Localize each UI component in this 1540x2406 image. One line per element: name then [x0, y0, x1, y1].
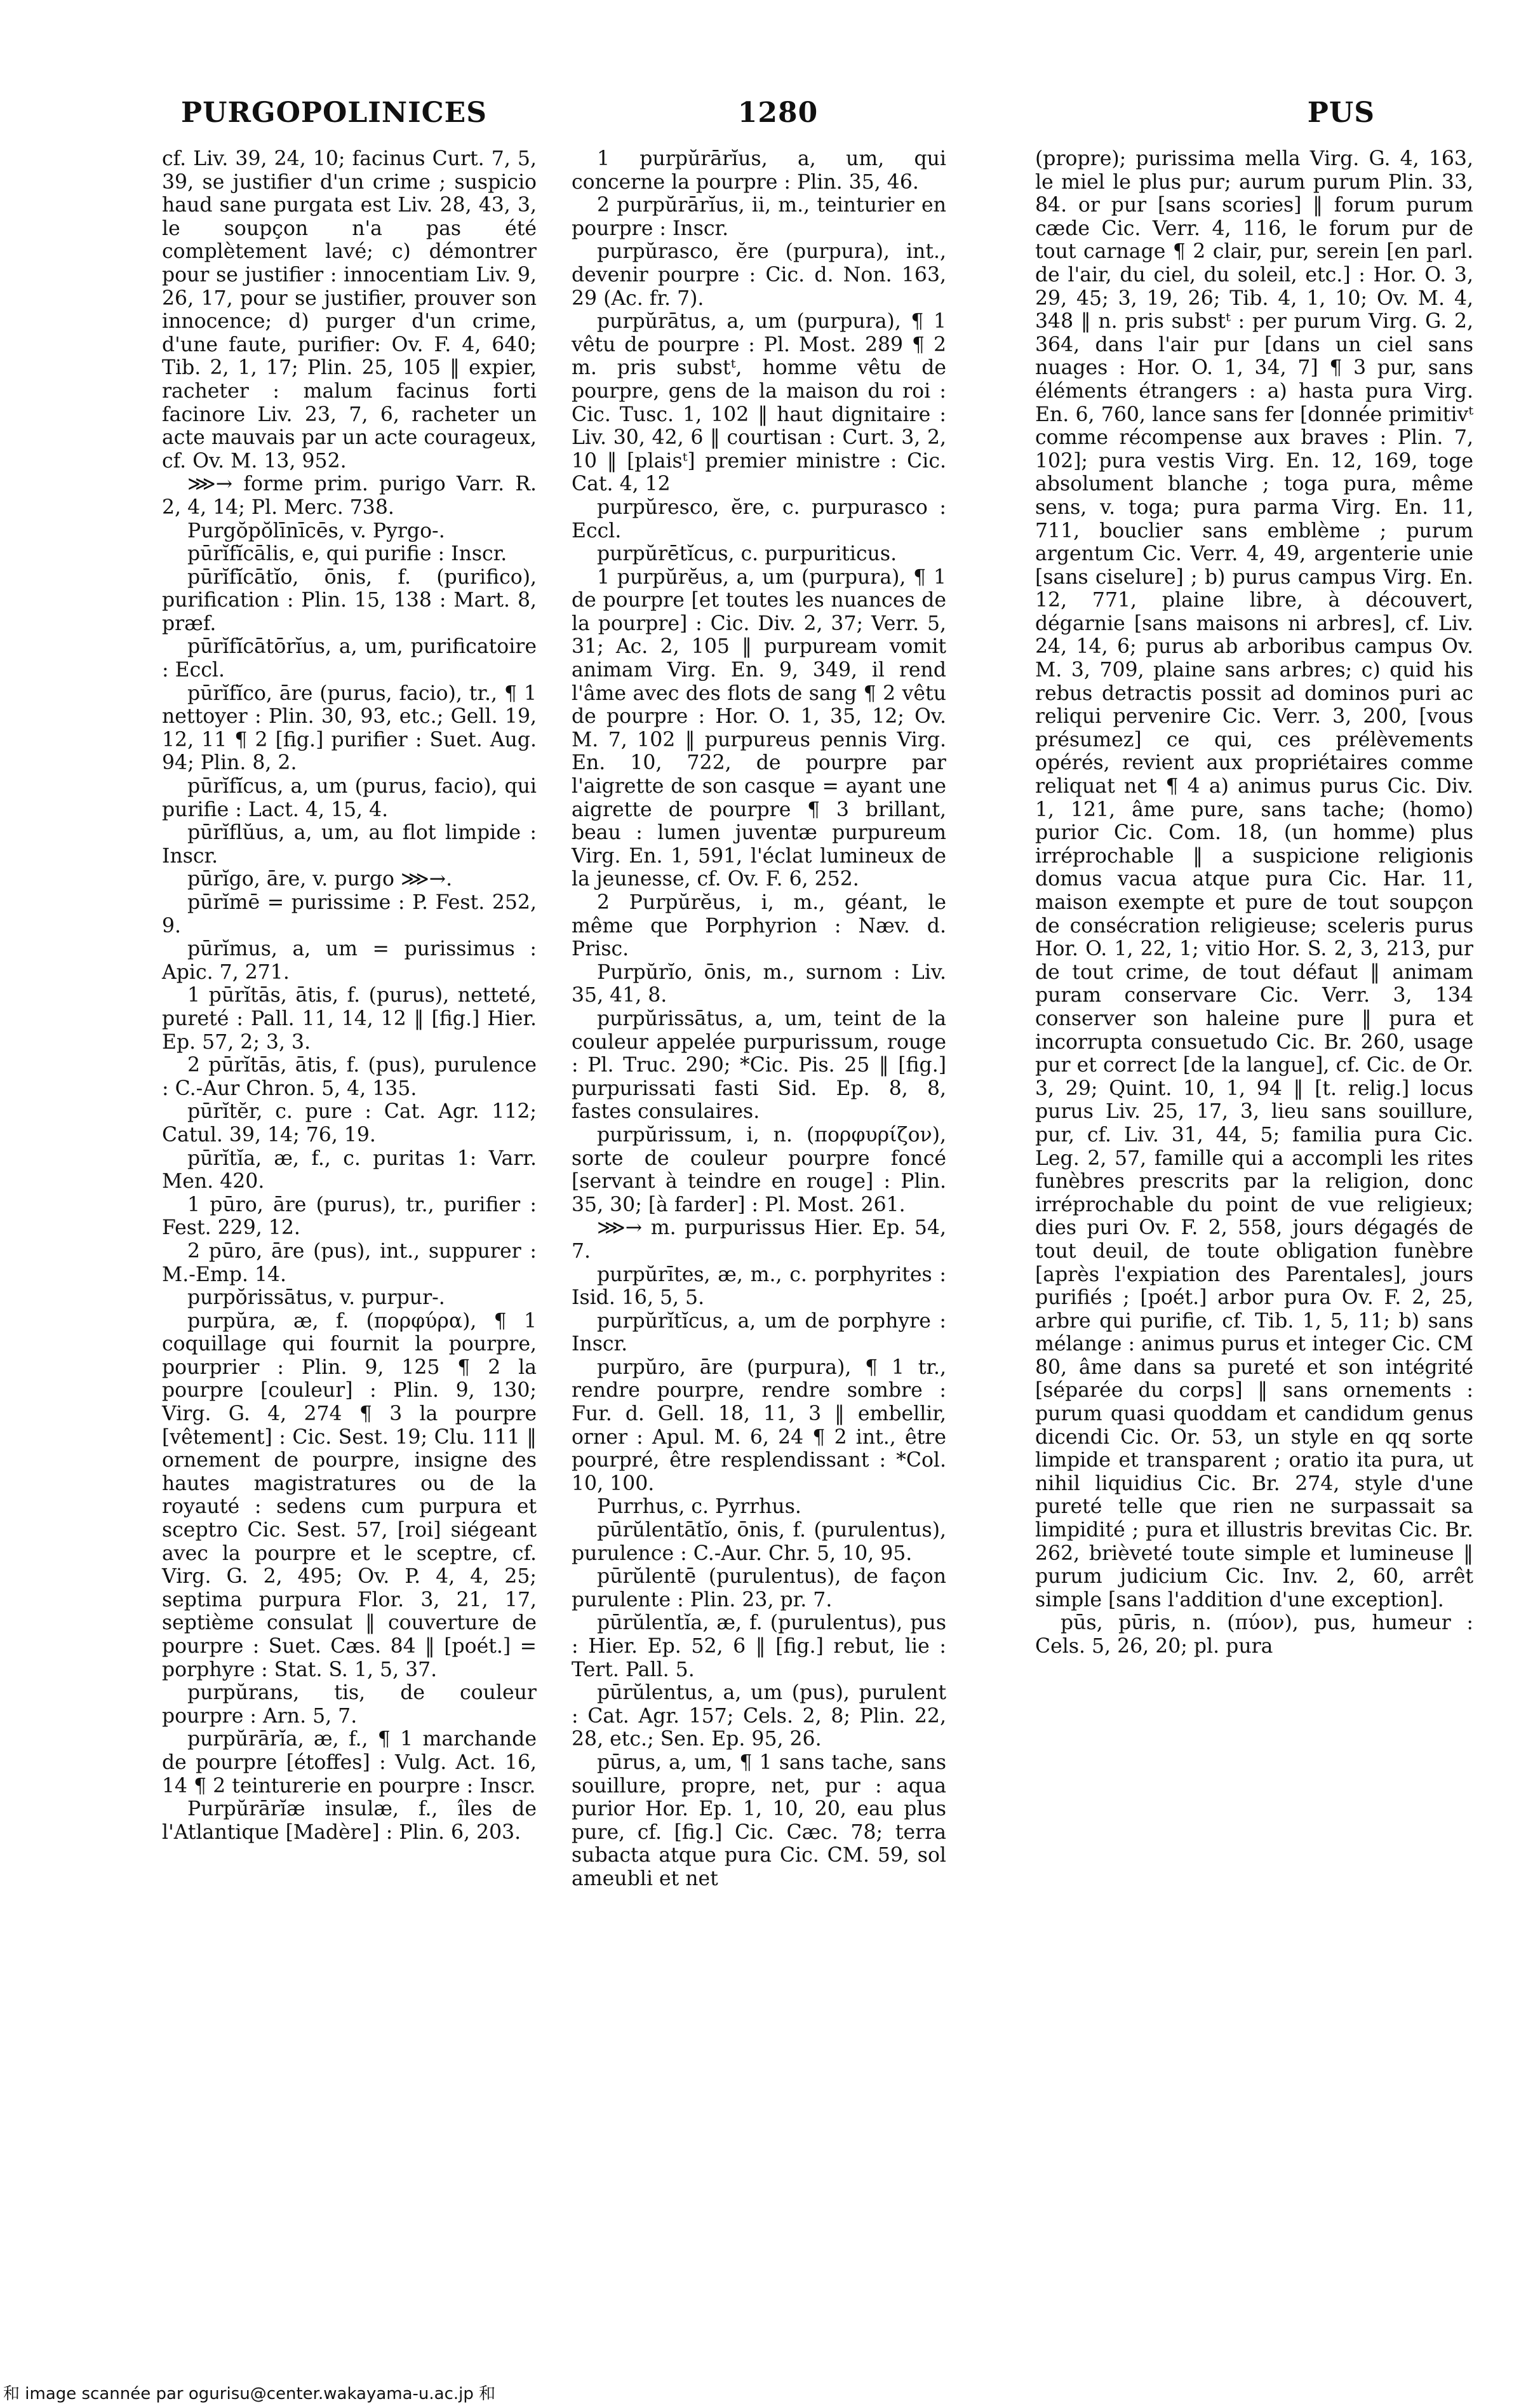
- dictionary-entry: pūrĭmus, a, um = purissimus : Apic. 7, 271.: [162, 938, 537, 984]
- dictionary-entry: pūrŭlentātĭo, ōnis, f. (purulentus), purulence : C.-Aur. Chr. 5, 10, 95.: [572, 1519, 946, 1565]
- dictionary-entry: ⋙→ forme prim. purigo Varr. R. 2, 4, 14; Pl. Merc. 738.: [162, 473, 537, 519]
- dictionary-entry: 2 pūro, āre (pus), int., suppurer : M.-Emp. 14.: [162, 1239, 537, 1286]
- dictionary-entry: pūrĭfĭcālis, e, qui purifie : Inscr.: [187, 542, 507, 566]
- dictionary-entry: purpŭrētĭcus, c. purpuriticus.: [597, 542, 897, 566]
- dictionary-entry: purpŭrĭtĭcus, a, um de porphyre : Inscr.: [572, 1309, 946, 1356]
- dictionary-entry: purpŭresco, ĕre, c. purpurasco : Eccl.: [572, 495, 946, 542]
- dictionary-entry: purpŭrārĭa, æ, f., ¶ 1 marchande de pourpre [étoffes] : Vulg. Act. 16, 14 ¶ 2 teinturerie en pourpre : Inscr.: [162, 1728, 537, 1798]
- running-head-right: PUS: [1307, 97, 1375, 129]
- dictionary-entry: pūrĭtĭa, æ, f., c. puritas 1: Varr. Men. 420.: [162, 1146, 537, 1193]
- dictionary-entry: pūs, pūris, n. (πύον), pus, humeur : Cels. 5, 26, 20; pl. pura: [1035, 1611, 1473, 1658]
- dictionary-entry: pūrĭtĕr, c. pure : Cat. Agr. 112; Catul. 39, 14; 76, 19.: [162, 1100, 537, 1146]
- column-left: [162, 147, 537, 1844]
- dictionary-entry: 1 pūro, āre (purus), tr., purifier : Fest. 229, 12.: [162, 1193, 537, 1240]
- scan-credit: 和 image scannée par ogurisu@center.wakayama-u.ac.jp 和: [3, 2384, 496, 2403]
- dictionary-entry: cf. Liv. 39, 24, 10; facinus Curt. 7, 5, 39, se justifier d'un crime ; suspicio haud sane purgata est Liv. 28, 43, 3, le soupçon n'a pas été complètement lavé; c) démontrer pour se justifier : innocentiam Liv. 9, 26, 17, pour se justifier, prouver son innocence; d) purger d'un crime, d'une faute, purifier: Ov. F. 4, 640; Tib. 2, 1, 17; Plin. 25, 105 ‖ expier, racheter : malum facinus forti facinore Liv. 23, 7, 6, racheter un acte mauvais par un acte courageux, cf. Ov. M. 13, 952.: [162, 147, 537, 473]
- dictionary-entry: purpŭro, āre (purpura), ¶ 1 tr., rendre pourpre, rendre sombre : Fur. d. Gell. 18, 11, 3 ‖ embellir, orner : Apul. M. 6, 24 ¶ 2 int., être pourpré, être resplendissant : *Col. 10, 100.: [572, 1355, 946, 1495]
- dictionary-entry: ⋙→ m. purpurissus Hier. Ep. 54, 7.: [572, 1216, 946, 1263]
- dictionary-entry: 2 pūrĭtās, ātis, f. (pus), purulence : C.-Aur Chron. 5, 4, 135.: [162, 1054, 537, 1100]
- dictionary-entry: purpŭrātus, a, um (purpura), ¶ 1 vêtu de pourpre : Pl. Most. 289 ¶ 2 m. pris substᵗ, homme vêtu de pourpre, gens de la maison du roi : Cic. Tusc. 1, 102 ‖ haut dignitaire : Liv. 30, 42, 6 ‖ courtisan : Curt. 3, 2, 10 ‖ [plaisᵗ] premier ministre : Cic. Cat. 4, 12: [572, 310, 946, 496]
- dictionary-entry: pūrĭmē = purissime : P. Fest. 252, 9.: [162, 891, 537, 938]
- dictionary-entry: 1 pūrĭtās, ātis, f. (purus), netteté, pureté : Pall. 11, 14, 12 ‖ [fig.] Hier. Ep. 57, 2; 3, 3.: [162, 984, 537, 1054]
- dictionary-entry: Purrhus, c. Pyrrhus.: [597, 1495, 801, 1519]
- dictionary-entry: purpŭrasco, ĕre (purpura), int., devenir pourpre : Cic. d. Non. 163, 29 (Ac. fr. 7).: [572, 240, 946, 310]
- dictionary-entry: purpŭrissum, i, n. (πορφυρίζον), sorte de couleur pourpre foncé [servant à teindre en rouge] : Plin. 35, 30; [à farder] : Pl. Most. 261.: [572, 1123, 946, 1216]
- dictionary-entry: purpŭrissātus, a, um, teint de la couleur appelée purpurissum, rouge : Pl. Truc. 290; *Cic. Pis. 25 ‖ [fig.] purpurissati fasti Sid. Ep. 8, 8, fastes consulaires.: [572, 1007, 946, 1124]
- dictionary-entry: pūrus, a, um, ¶ 1 sans tache, sans souillure, propre, net, pur : aqua purior Hor. Ep. 1, 10, 20, eau plus pure, cf. [fig.] Cic. Cæc. 78; terra subacta atque pura Cic. CM. 59, sol ameubli et net: [572, 1751, 946, 1890]
- dictionary-entry: purpŭra, æ, f. (πορφύρα), ¶ 1 coquillage qui fournit la pourpre, pourprier : Plin. 9, 125 ¶ 2 la pourpre [couleur] : Plin. 9, 130; Virg. G. 4, 274 ¶ 3 la pourpre [vêtement] : Cic. Sest. 19; Clu. 111 ‖ ornement de pourpre, insigne des hautes magistratures ou de la royauté : sedens cum purpura et sceptro Cic. Sest. 57, [roi] siégeant avec la pourpre et le sceptre, cf. Virg. G. 2, 495; Ov. P. 4, 4, 25; septima purpura Flor. 3, 21, 17, septième consulat ‖ couverture de pourpre : Suet. Cæs. 84 ‖ [poét.] = porphyre : Stat. S. 1, 5, 37.: [162, 1309, 537, 1681]
- dictionary-entry: 1 purpŭrārĭus, a, um, qui concerne la pourpre : Plin. 35, 46.: [572, 147, 946, 194]
- dictionary-entry: Purgŏpŏlīnīcēs, v. Pyrgo-.: [187, 519, 445, 542]
- dictionary-entry: 2 Purpŭrĕus, i, m., géant, le même que Porphyrion : Næv. d. Prisc.: [572, 891, 946, 961]
- dictionary-entry: 1 purpŭrĕus, a, um (purpura), ¶ 1 de pourpre [et toutes les nuances de la pourpre] : Cic. Div. 2, 37; Verr. 5, 31; Ac. 2, 105 ‖ purpuream vomit animam Virg. En. 9, 349, il rend l'âme avec des flots de sang ¶ 2 vêtu de pourpre : Hor. O. 1, 35, 12; Ov. M. 7, 102 ‖ purpureus pennis Virg. En. 10, 722, de pourpre par l'aigrette de son casque = ayant une aigrette de pourpre ¶ 3 brillant, beau : lumen juventæ purpureum Virg. En. 1, 591, l'éclat lumineux de la jeunesse, cf. Ov. F. 6, 252.: [572, 565, 946, 891]
- dictionary-entry: pūrĭflŭus, a, um, au flot limpide : Inscr.: [162, 821, 537, 868]
- dictionary-entry: pūrĭfĭcātĭo, ōnis, f. (purifico), purification : Plin. 15, 138 : Mart. 8, præf.: [162, 565, 537, 635]
- dictionary-entry: purpŭrans, tis, de couleur pourpre : Arn. 5, 7.: [162, 1681, 537, 1728]
- column-middle: [572, 147, 946, 1891]
- page-header: [181, 97, 1375, 135]
- dictionary-entry: pūrĭfĭcātōrĭus, a, um, purificatoire : Eccl.: [162, 635, 537, 682]
- dictionary-entry: purpŏrissātus, v. purpur-.: [187, 1286, 445, 1310]
- dictionary-entry: pūrŭlentĭa, æ, f. (purulentus), pus : Hier. Ep. 52, 6 ‖ [fig.] rebut, lie : Tert. Pall. 5.: [572, 1611, 946, 1681]
- dictionary-entry: pūrĭfĭco, āre (purus, facio), tr., ¶ 1 nettoyer : Plin. 30, 93, etc.; Gell. 19, 12, 11 ¶ 2 [fig.] purifier : Suet. Aug. 94; Plin. 8, 2.: [162, 682, 537, 775]
- dictionary-entry: 2 purpŭrārĭus, ii, m., teinturier en pourpre : Inscr.: [572, 194, 946, 240]
- dictionary-entry: Purpŭrārĭæ insulæ, f., îles de l'Atlantique [Madère] : Plin. 6, 203.: [162, 1798, 537, 1844]
- dictionary-entry: pūrĭgo, āre, v. purgo ⋙→.: [187, 868, 453, 891]
- dictionary-entry: pūrŭlentus, a, um (pus), purulent : Cat. Agr. 157; Cels. 2, 8; Plin. 22, 28, etc.; Sen. Ep. 95, 26.: [572, 1681, 946, 1751]
- running-head-left: PURGOPOLINICES: [181, 97, 487, 129]
- dictionary-entry: Purpŭrĭo, ōnis, m., surnom : Liv. 35, 41, 8.: [572, 960, 946, 1007]
- dictionary-entry: purpŭrītes, æ, m., c. porphyrites : Isid. 16, 5, 5.: [572, 1263, 946, 1310]
- dictionary-entry: pūrĭfĭcus, a, um (purus, facio), qui purifie : Lact. 4, 15, 4.: [162, 775, 537, 821]
- dictionary-entry: (propre); purissima mella Virg. G. 4, 163, le miel le plus pur; aurum purum Plin. 33, 84. or pur [sans scories] ‖ forum purum cæde Cic. Verr. 4, 116, le forum pur de tout carnage ¶ 2 clair, pur, serein [en parl. de l'air, du ciel, du soleil, etc.] : Hor. O. 3, 29, 45; 3, 19, 26; Tib. 4, 1, 10; Ov. M. 4, 348 ‖ n. pris substᵗ : per purum Virg. G. 2, 364, dans l'air pur [dans un ciel sans nuages : Hor. O. 1, 34, 7] ¶ 3 pur, sans éléments étrangers : a) hasta pura Virg. En. 6, 760, lance sans fer [donnée primitivᵗ comme récompense aux braves : Plin. 7, 102]; pura vestis Virg. En. 12, 169, toge absolument blanche ; toga pura, même sens, v. toga; pura parma Virg. En. 11, 711, bouclier sans emblème ; purum argentum Cic. Verr. 4, 49, argenterie unie [sans ciselure] ; b) purus campus Virg. En. 12, 771, plaine libre, à découvert, dégarnie [sans maisons ni arbres], cf. Liv. 24, 14, 6; purus ab arboribus campus Ov. M. 3, 709, plaine sans arbres; c) quid his rebus detractis possit ad dominos puri ac reliqui pervenire Cic. Verr. 3, 200, [vous présumez] ce qui, ces prélèvements opérés, revient aux propriétaires comme reliquat net ¶ 4 a) animus purus Cic. Div. 1, 121, âme pure, sans tache; (homo) purior Cic. Com. 18, (un homme) plus irréprochable ‖ a suspicione religionis domus vacua atque pura Cic. Har. 11, maison exempte et pure de tout soupçon de consécration religieuse; sceleris purus Hor. O. 1, 22, 1; vitio Hor. S. 2, 3, 213, pur de tout crime, de tout défaut ‖ animam puram conservare Cic. Verr. 3, 134 conserver son haleine pure ‖ pura et incorrupta consuetudo Cic. Br. 260, usage pur et correct [de la langue], cf. Cic. de Or. 3, 29; Quint. 10, 1, 94 ‖ [t. relig.] locus purus Liv. 25, 17, 3, lieu sans souillure, pur, cf. Liv. 31, 44, 5; familia pura Cic. Leg. 2, 57, famille qui a accompli les rites funèbres prescrits par la religion, donc irréprochable du point de vue religieux; dies puri Ov. F. 2, 558, jours dégagés de tout deuil, de toute obligation funèbre [après l'expiation des Parentales], jours purifiés ; [poét.] arbor pura Ov. F. 2, 25, arbre qui purifie, cf. Tib. 1, 5, 11; b) sans mélange : animus purus et integer Cic. CM 80, âme dans sa pureté et son intégrité [séparée du corps] ‖ sans ornements : purum quasi quoddam et candidum genus dicendi Cic. Or. 53, un style en qq sorte limpide et transparent ; oratio ita pura, ut nihil liquidius Cic. Br. 274, style d'une pureté telle que rien ne surpassait sa limpidité ; pura et illustris brevitas Cic. Br. 262, brièveté toute simple et lumineuse ‖ purum judicium Cic. Inv. 2, 60, arrêt simple [sans l'addition d'une exception].: [1035, 147, 1473, 1611]
- page-number: 1280: [737, 97, 819, 129]
- column-right: [1035, 147, 1473, 1658]
- dictionary-entry: pūrŭlentē (purulentus), de façon purulente : Plin. 23, pr. 7.: [572, 1565, 946, 1611]
